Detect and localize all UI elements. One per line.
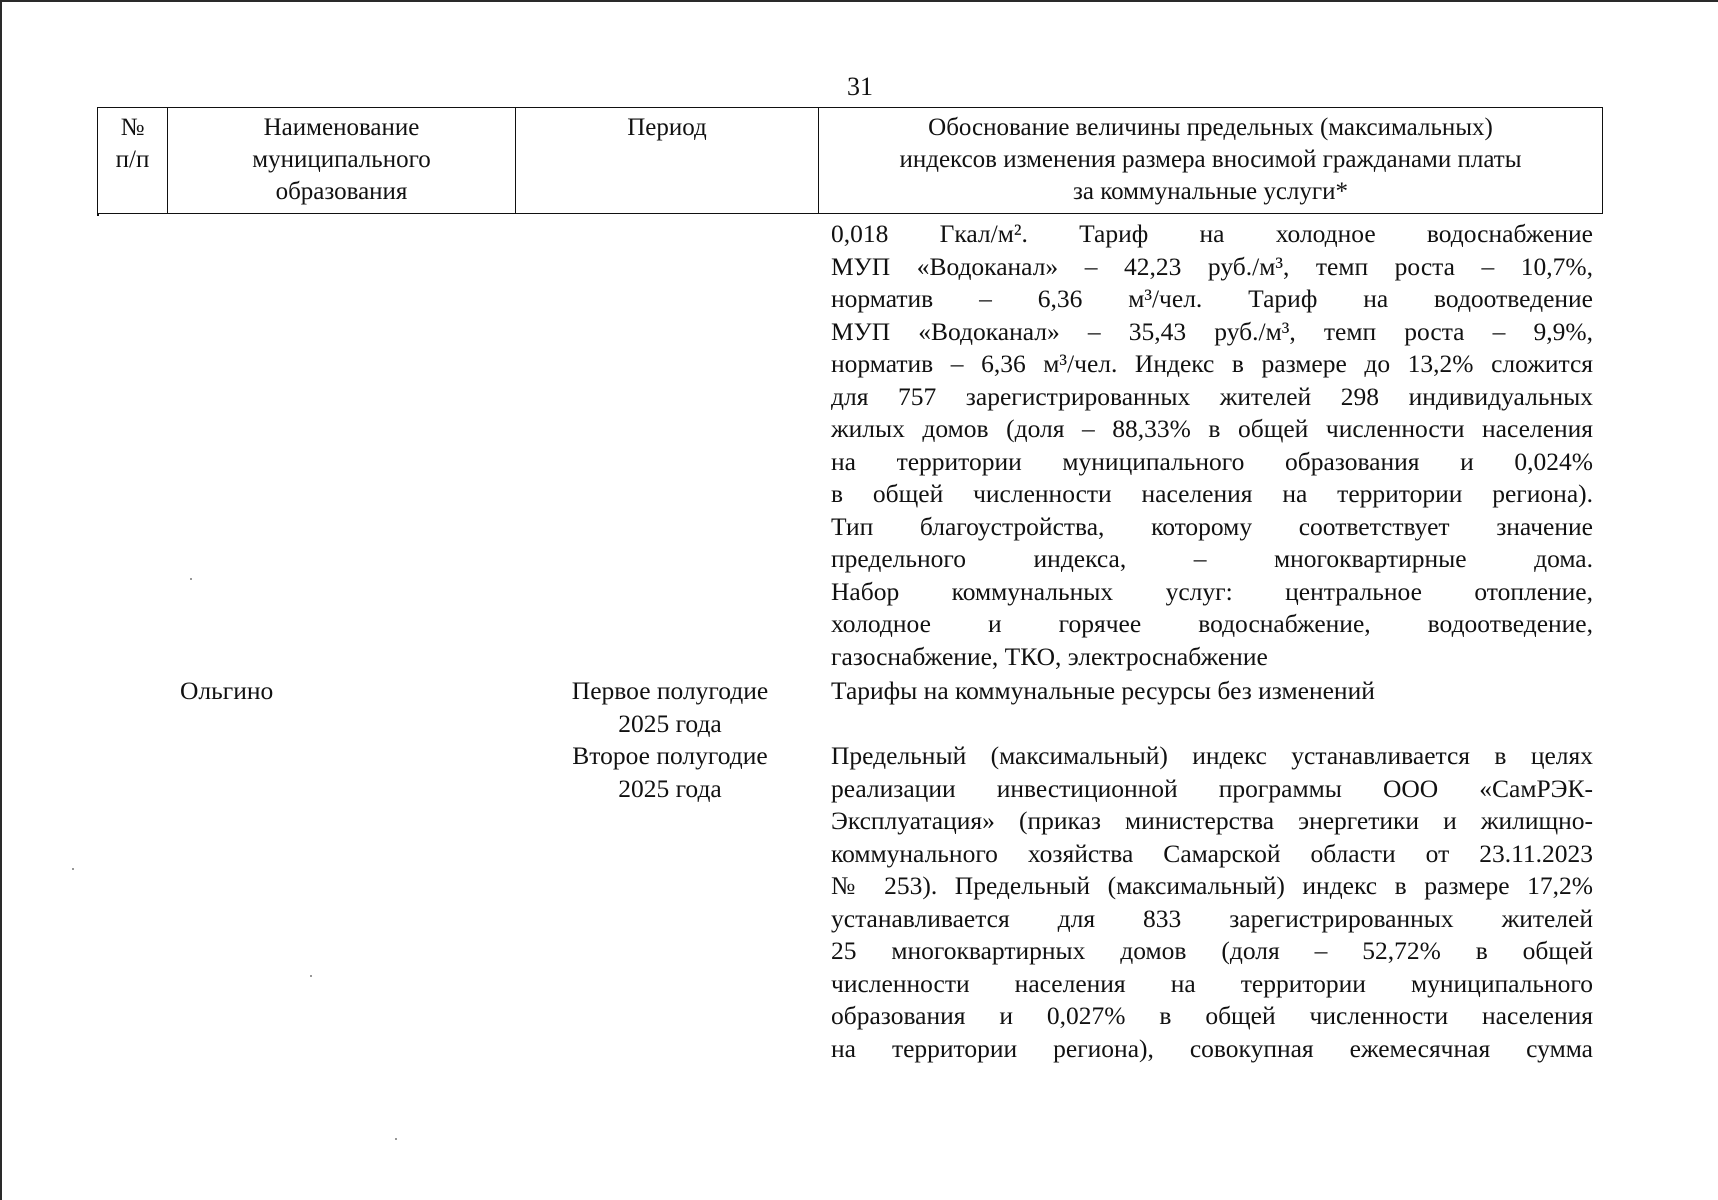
basis-line: № 253). Предельный (максимальный) индекс в размере 17,2%: [831, 871, 1593, 900]
period-first-half: [540, 675, 800, 740]
continuation-line: на территории муниципального образования и 0,024%: [831, 446, 1593, 476]
header-basis-line2: индексов изменения размера вносимой гражданами платы: [899, 146, 1522, 173]
header-cell-period: [516, 108, 819, 213]
basis-line: Эксплуатация» (приказ министерства энергетики и жилищно-: [831, 806, 1593, 835]
basis-line: устанавливается для 833 зарегистрированных жителей: [831, 903, 1593, 933]
scan-edge-top: [0, 0, 1718, 2]
continuation-line: жилых домов (доля – 88,33% в общей численности населения: [831, 414, 1593, 443]
continuation-line: 0,018 Гкал/м². Тариф на холодное водоснабжение: [831, 219, 1593, 248]
period-first-half-line1: Первое полугодие: [571, 676, 769, 705]
header-municipality-line1: Наименование: [263, 114, 420, 141]
basis-line: численности населения на территории муниципального: [831, 968, 1593, 998]
header-cell-basis: [819, 108, 1602, 213]
period-first-half-basis: [831, 675, 1593, 708]
period-second-half-line1: Второе полугодие: [572, 741, 768, 770]
period-second-half: [540, 740, 800, 805]
basis-line: Предельный (максимальный) индекс устанавливается в целях: [831, 741, 1593, 770]
header-municipality-line3: образования: [275, 178, 408, 205]
continuation-line: для 757 зарегистрированных жителей 298 индивидуальных: [831, 381, 1593, 411]
basis-line: реализации инвестиционной программы ООО «СамРЭК-: [831, 773, 1593, 803]
continuation-line: МУП «Водоканал» – 35,43 руб./м³, темп роста – 9,9%,: [831, 316, 1593, 346]
table-left-border-stub: [97, 213, 99, 216]
continuation-line: норматив – 6,36 м³/чел. Индекс в размере до 13,2% сложится: [831, 349, 1593, 378]
page-number: 31: [847, 72, 873, 101]
header-municipality-line2: муниципального: [252, 146, 431, 173]
continuation-line: газоснабжение, ТКО, электроснабжение: [831, 641, 1268, 671]
basis-line: образования и 0,027% в общей численности населения: [831, 1001, 1593, 1030]
continuation-line: норматив – 6,36 м³/чел. Тариф на водоотведение: [831, 284, 1593, 313]
header-period-label: Период: [627, 114, 707, 141]
header-cell-municipality: [168, 108, 516, 213]
basis-line: 25 многоквартирных домов (доля – 52,72% в общей: [831, 936, 1593, 965]
header-number-line2: п/п: [115, 146, 150, 173]
continuation-line: предельного индекса, – многоквартирные дома.: [831, 544, 1593, 573]
basis-line: Тарифы на коммунальные ресурсы без изменений: [831, 676, 1375, 705]
header-basis-line3: за коммунальные услуги*: [1072, 178, 1349, 205]
period-second-half-line2: 2025 года: [618, 773, 722, 803]
scan-speck: [395, 1138, 397, 1140]
basis-line: на территории региона), совокупная ежемесячная сумма: [831, 1033, 1593, 1063]
continuation-line: МУП «Водоканал» – 42,23 руб./м³, темп роста – 10,7%,: [831, 251, 1593, 281]
period-first-half-line2: 2025 года: [618, 708, 722, 738]
header-cell-number: [98, 108, 168, 213]
scan-speck: [72, 868, 74, 870]
scan-speck: [310, 975, 312, 977]
continuation-line: Набор коммунальных услуг: центральное отопление,: [831, 576, 1593, 606]
scan-edge-left: [0, 0, 2, 1200]
continuation-line: холодное и горячее водоснабжение, водоотведение,: [831, 609, 1593, 638]
continuation-line: в общей численности населения на территории региона).: [831, 479, 1593, 508]
table-header: [97, 107, 1603, 214]
continuation-paragraph: [831, 218, 1593, 673]
continuation-line: Тип благоустройства, которому соответствует значение: [831, 511, 1593, 541]
municipality-name: Ольгино: [180, 676, 274, 705]
header-basis-line1: Обоснование величины предельных (максимальных): [928, 114, 1493, 141]
scan-speck: [190, 578, 192, 580]
period-second-half-basis: [831, 740, 1593, 1065]
basis-line: коммунального хозяйства Самарской области от 23.11.2023: [831, 838, 1593, 868]
header-number-line1: №: [120, 114, 145, 141]
